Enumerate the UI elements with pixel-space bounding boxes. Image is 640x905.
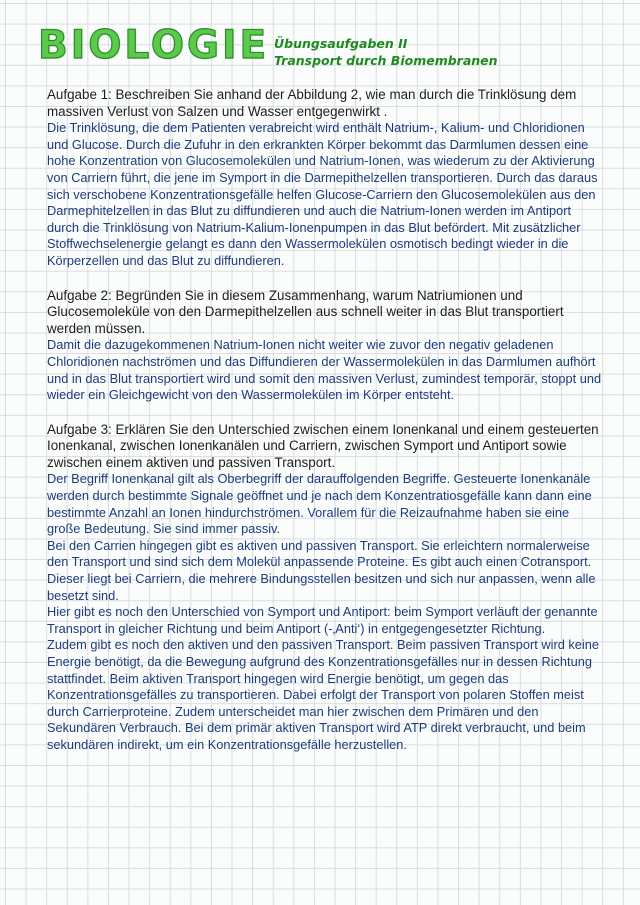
task-3 (47, 422, 603, 754)
page-subtitle (274, 35, 498, 69)
task-3-answer-symport-antiport: Hier gibt es noch den Unterschied von Symport und Antiport: beim Symport verläuft der genannte Transport in gleicher Richtung und beim Antiport (-‚Anti‘) in entgegengesetzter Richtung. (47, 604, 598, 636)
task-3-answer-aktiv-passiv: Zudem gibt es noch den aktiven und den passiven Transport. Beim passiven Transport wird keine Energie benötigt, da die Bewegung aufgrund des Konzentrationsgefälles nur in dessen Richtung stattfindet. Beim aktiven Transport hingegen wird Energie benötigt, um gegen das Konzentrationsgefälles zu transportieren. Dabei erfolgt der Transport von polaren Stoffen meist durch Carrierproteine. Zudem unterscheidet man hier zwischen dem Primären und den Sekundären Verbrauch. Bei dem primär aktiven Transport wird ATP direkt verbraucht, und beim sekundären indirekt, um ein Konzentrationsgefälle herzustellen. (47, 637, 599, 752)
task-1-question: Aufgabe 1: Beschreiben Sie anhand der Abbildung 2, wie man durch die Trinklösung dem massiven Verlust von Salzen und Wasser entgegenwirkt . (47, 87, 577, 119)
task-1-answer: Die Trinklösung, die dem Patienten verabreicht wird enthält Natrium-, Kalium- und Chloridionen und Glucose. Durch die Zufuhr in den erkrankten Körper bekommt das Darmlumen dessen eine hohe Konzentration von Glucosemolekülen und Natrium-Ionen, was wiederum zu der Aktivierung von Carriern führt, die jene im Symport in die Darmepithelzellen transportieren. Durch das daraus sich verschobene Konzentrationsgefälle helfen Glucose-Carriern den Glucosemolekülen aus den Darmephitelzellen in das Blut zu diffundieren und auch die Natrium-Ionen werden im Antiport durch die Trinklösung von Natrium-Kalium-Ionenpumpen in das Blut befördert. Mit zusätzlicher Stoffwechselenergie gelangt es dann den Wassermolekülen osmotisch bedingt wieder in die Körperzellen und das Blut zu diffundieren. (47, 120, 598, 268)
subtitle-line-2: Transport durch Biomembranen (274, 53, 498, 68)
page-title: BIOLOGIE (38, 23, 270, 68)
task-1 (47, 87, 603, 270)
task-3-answer-ionenkanal: Der Begriff Ionenkanal gilt als Oberbegriff der darauffolgenden Begriffe. Gesteuerte Ionenkanäle werden durch bestimmte Signale geöffnet und je nach dem Konzentratiosgefälle kann dann eine bestimmte Anzahl an Ionen hindurchströmen. Vorallem für die Reizaufnahme haben sie eine große Bedeutung. Sie sind immer passiv. (47, 471, 592, 537)
subtitle-line-1: Übungsaufgaben II (274, 36, 408, 51)
task-2-answer: Damit die dazugekommenen Natrium-Ionen nicht weiter wie zuvor den negativ geladenen Chloridionen nachströmen und das Diffundieren der Wassermolekülen in das Darmlumen aufhört und in das Blut transportiert wird und somit den massiven Verlust, zumindest temporär, stoppt und wieder ein Gleichgewicht von den Wassermolekülen im Körper entsteht. (47, 337, 602, 403)
task-3-question: Aufgabe 3: Erklären Sie den Unterschied zwischen einem Ionenkanal und einem gesteuerten Ionenkanal, zwischen Ionenkanälen und Carriern, zwischen Symport und Antiport sowie zwischen einem aktiven und passiven Transport. (47, 421, 599, 470)
task-2 (47, 288, 603, 404)
task-3-answer-carrier: Bei den Carrien hingegen gibt es aktiven und passiven Transport. Sie erleichtern normalerweise den Transport und sind sich dem Molekül anpassende Proteine. Es gibt auch einen Cotransport. Dieser liegt bei Carriern, die mehrere Bindungsstellen besitzen und sich nur anpassen, wenn alle besetzt sind. (47, 537, 596, 603)
document-body (47, 87, 603, 772)
task-2-question: Aufgabe 2: Begründen Sie in diesem Zusammenhang, warum Natriumionen und Glucosemoleküle von den Darmepithelzellen aus schnell weiter in das Blut transportiert werden müssen. (47, 287, 564, 336)
